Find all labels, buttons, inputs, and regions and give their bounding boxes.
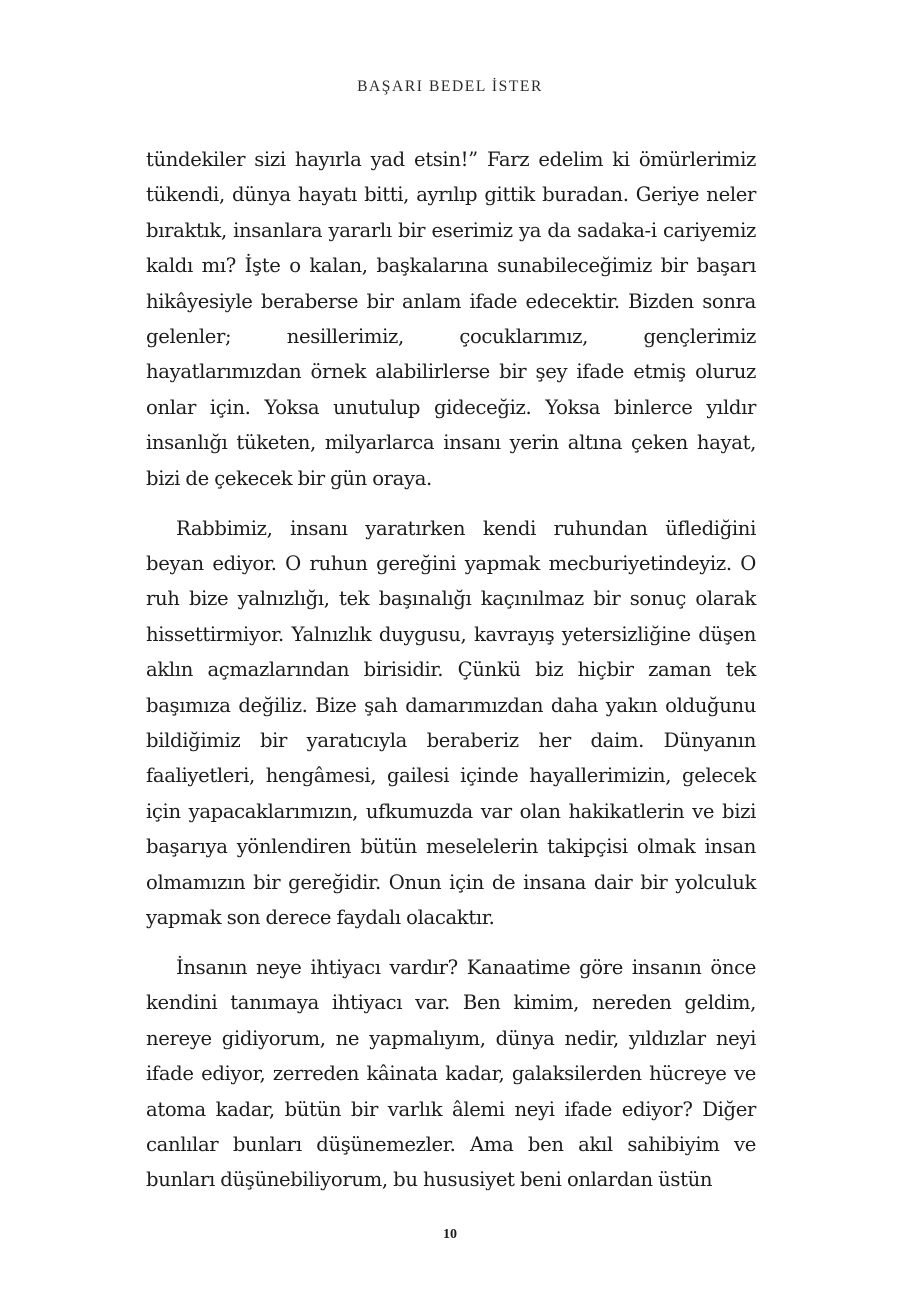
paragraph: tündekiler sizi hayırla yad etsin!” Farz edelim ki ömürlerimiz tükendi, dünya hayatı bitti, ayrılıp gittik buradan. Geriye neler bıraktık, insanlara yararlı bir eserimiz ya da sadaka-i cariyemiz kaldı mı? İşte o kalan, başkalarına sunabileceğimiz bir başarı hikâyesiyle beraberse bir anlam ifade edecektir. Bizden sonra gelenler; nesillerimiz, çocuklarımız, gençlerimiz hayatlarımızdan örnek alabilirlerse bir şey ifade etmiş oluruz onlar için. Yoksa unutulup gideceğiz. Yoksa binlerce yıldır insanlığı tüketen, milyarlarca insanı yerin altına çeken hayat, bizi de çekecek bir gün oraya. (146, 148, 756, 490)
running-header: BAŞARI BEDEL İSTER (357, 78, 543, 95)
body-text (146, 142, 756, 1198)
page-number: 10 (443, 1227, 457, 1242)
paragraph: İnsanın neye ihtiyacı vardır? Kanaatime göre insanın önce kendini tanımaya ihtiyacı var. Ben kimim, nereden geldim, nereye gidiyorum, ne yapmalıyım, dünya nedir, yıldızlar neyi ifade ediyor, zerreden kâinata kadar, galaksilerden hücreye ve atoma kadar, bütün bir varlık âlemi neyi ifade ediyor? Diğer canlılar bunları düşünemezler. Ama ben akıl sahibiyim ve bunları düşünebiliyorum, bu hususiyet beni onlardan üstün (146, 955, 756, 1192)
paragraph: Rabbimiz, insanı yaratırken kendi ruhundan üflediğini beyan ediyor. O ruhun gereğini yapmak mecburiyetindeyiz. O ruh bize yalnızlığı, tek başınalığı kaçınılmaz bir sonuç olarak hissettirmiyor. Yalnızlık duygusu, kavrayış yetersizliğine düşen aklın açmazlarından birisidir. Çünkü biz hiçbir zaman tek başımıza değiliz. Bize şah damarımızdan daha yakın olduğunu bildiğimiz bir yaratıcıyla beraberiz her daim. Dünyanın faaliyetleri, hengâmesi, gailesi içinde hayallerimizin, gelecek için yapacaklarımızın, ufkumuzda var olan hakikatlerin ve bizi başarıya yönlendiren bütün meselelerin takipçisi olmak insan olmamızın bir gereğidir. Onun için de insana dair bir yolculuk yapmak son derece faydalı olacaktır. (146, 516, 756, 930)
